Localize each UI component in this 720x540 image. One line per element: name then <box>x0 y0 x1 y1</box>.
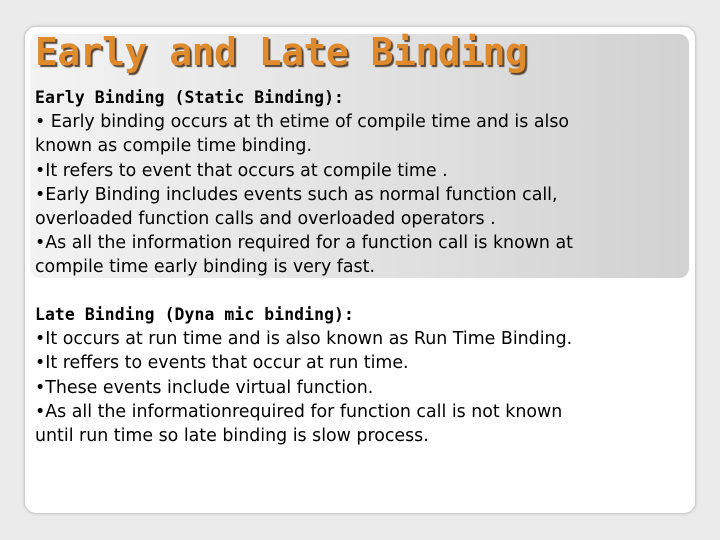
late-binding-line: •As all the informationrequired for function call is not known <box>35 401 563 422</box>
early-binding-line: overloaded function calls and overloaded operators . <box>35 209 496 230</box>
late-binding-line: •It reffers to events that occur at run time. <box>35 353 409 374</box>
late-binding-line: until run time so late binding is slow process. <box>35 426 429 447</box>
late-binding-line: •These events include virtual function. <box>35 377 374 398</box>
early-binding-line: compile time early binding is very fast. <box>35 257 375 278</box>
early-binding-line: •As all the information required for a function call is known at <box>35 233 573 254</box>
early-binding-line: •It refers to event that occurs at compile time . <box>35 160 448 181</box>
slide-title: Early and Late Binding <box>35 30 528 74</box>
early-binding-section <box>35 86 675 280</box>
early-binding-heading: Early Binding (Static Binding): <box>35 88 345 107</box>
late-binding-heading: Late Binding (Dyna mic binding): <box>35 305 354 324</box>
late-binding-section <box>35 303 675 448</box>
early-binding-line: •Early Binding includes events such as normal function call, <box>35 184 558 205</box>
early-binding-line: known as compile time binding. <box>35 136 312 157</box>
early-binding-line: • Early binding occurs at th etime of compile time and is also <box>35 112 570 133</box>
late-binding-line: •It occurs at run time and is also known as Run Time Binding. <box>35 329 573 350</box>
